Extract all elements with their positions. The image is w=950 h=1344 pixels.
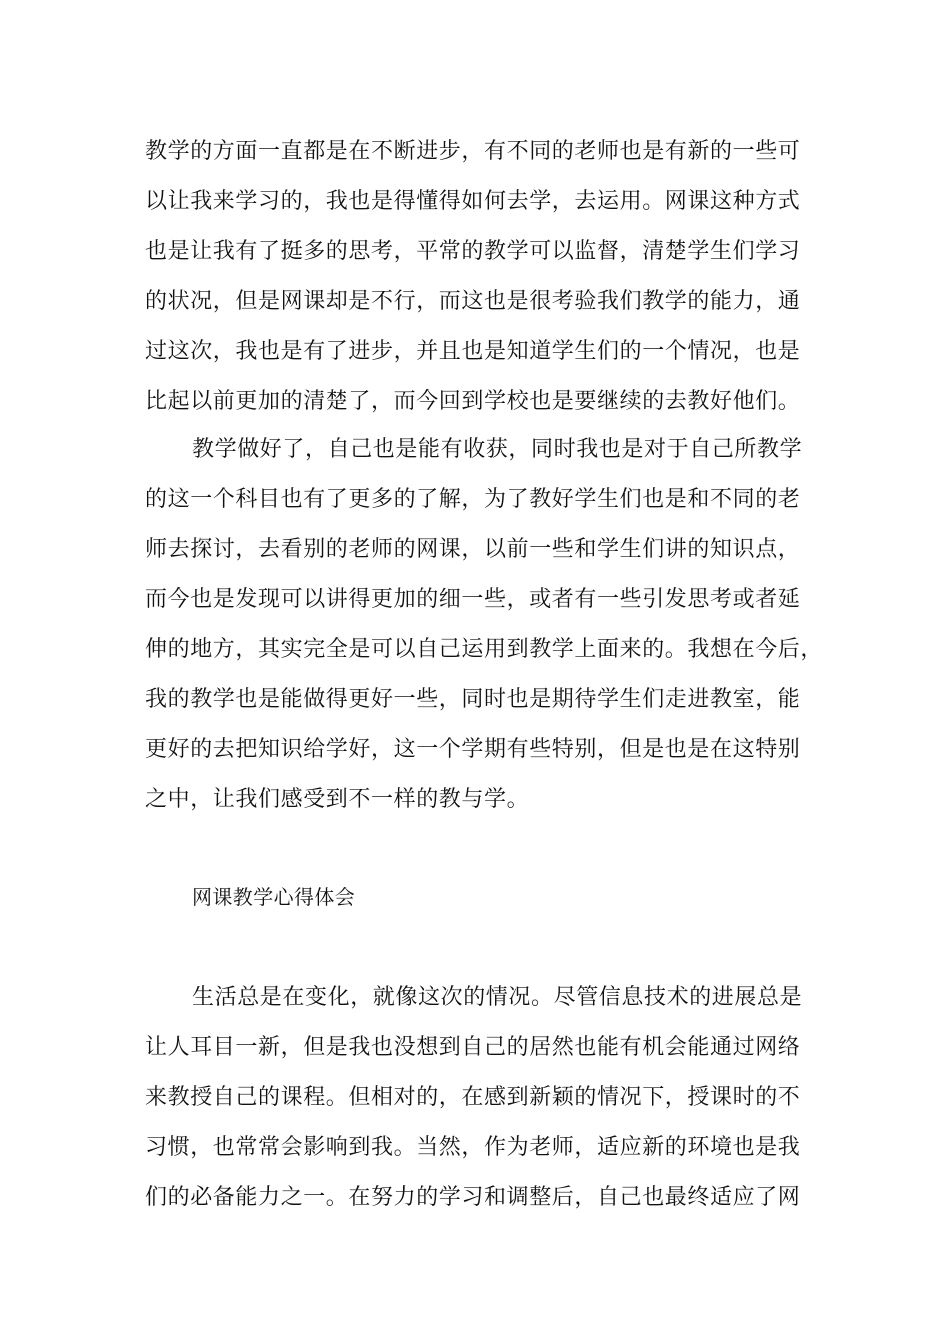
paragraph-1-line-3: 也是让我有了挺多的思考，平常的教学可以监督，清楚学生们学习	[145, 239, 801, 264]
paragraph-2-line-8: 之中，让我们感受到不一样的教与学。	[145, 787, 530, 812]
section-paragraph-line-5: 们的必备能力之一。在努力的学习和调整后，自己也最终适应了网	[145, 1185, 801, 1210]
paragraph-1-line-6: 比起以前更加的清楚了，而今回到学校也是要继续的去教好他们。	[145, 389, 801, 414]
section-paragraph-line-1: 生活总是在变化，就像这次的情况。尽管信息技术的进展总是	[192, 985, 803, 1010]
paragraph-2-line-2: 的这一个科目也有了更多的了解，为了教好学生们也是和不同的老	[145, 487, 801, 512]
section-paragraph-line-4: 习惯，也常常会影响到我。当然，作为老师，适应新的环境也是我	[145, 1135, 801, 1160]
section-title: 网课教学心得体会	[192, 885, 356, 909]
paragraph-1-line-1: 教学的方面一直都是在不断进步，有不同的老师也是有新的一些可	[145, 139, 801, 164]
paragraph-1-line-5: 过这次，我也是有了进步，并且也是知道学生们的一个情况，也是	[145, 339, 801, 364]
paragraph-2-line-6: 我的教学也是能做得更好一些，同时也是期待学生们走进教室，能	[145, 687, 801, 712]
paragraph-2-line-7: 更好的去把知识给学好，这一个学期有些特别，但是也是在这特别	[145, 737, 801, 762]
section-paragraph-line-2: 让人耳目一新，但是我也没想到自己的居然也能有机会能通过网络	[145, 1035, 801, 1060]
paragraph-2-line-3: 师去探讨，去看别的老师的网课，以前一些和学生们讲的知识点，	[145, 537, 801, 562]
paragraph-1-line-2: 以让我来学习的，我也是得懂得如何去学，去运用。网课这种方式	[145, 189, 801, 214]
paragraph-2-line-1: 教学做好了，自己也是能有收获，同时我也是对于自己所教学	[192, 437, 803, 462]
paragraph-1-line-4: 的状况，但是网课却是不行，而这也是很考验我们教学的能力，通	[145, 289, 801, 314]
paragraph-2-line-5: 伸的地方，其实完全是可以自己运用到教学上面来的。我想在今后，	[145, 637, 824, 662]
paragraph-2-line-4: 而今也是发现可以讲得更加的细一些，或者有一些引发思考或者延	[145, 587, 801, 612]
section-paragraph-line-3: 来教授自己的课程。但相对的，在感到新颖的情况下，授课时的不	[145, 1085, 801, 1110]
